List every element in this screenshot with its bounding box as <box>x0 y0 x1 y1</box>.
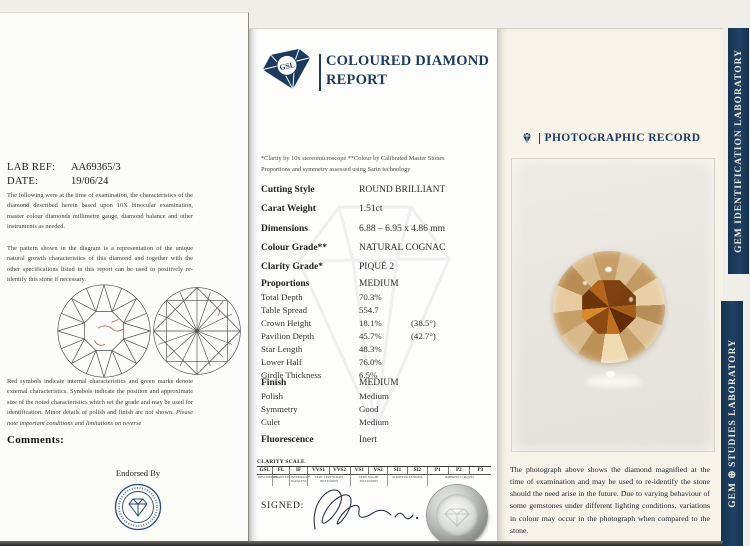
clarity-desc-cell: SLIGHT INCLUSIONS <box>388 475 428 486</box>
spine-word-gem: GEM <box>727 482 738 508</box>
prop-value: 76.0% <box>359 357 382 368</box>
spec-label: Carat Weight <box>261 204 316 215</box>
report-title <box>326 52 489 89</box>
spine-gem-identification <box>728 28 749 274</box>
proportions-header <box>261 279 491 289</box>
clarity-grade-cell: P1 <box>428 467 449 474</box>
hologram-diamond-emblem <box>427 485 487 545</box>
clarity-grade-cell: IF <box>290 467 309 474</box>
conditions-note: Please note important conditions and limitations on reverse <box>7 409 193 427</box>
panel-photographic <box>497 28 723 541</box>
prop-extra: (38.5°) <box>411 318 436 329</box>
spec-row-dimensions <box>261 224 491 236</box>
clarity-grade-cell: SI1 <box>388 467 408 474</box>
spec-value: PIQUÉ 2 <box>359 262 395 273</box>
spec-row-cutting-style <box>261 185 491 197</box>
prop-value: 70.3% <box>359 292 382 302</box>
finish-row-value: Medium <box>359 391 389 401</box>
spec-row-colour-grade <box>261 243 491 255</box>
endorsement-seal-icon <box>113 482 163 532</box>
clarity-desc-cell: INTERNALLY FLAWLESS <box>290 475 309 486</box>
clarity-grade-cell: VVS2 <box>330 467 351 474</box>
hologram-seal-icon <box>427 485 487 545</box>
spine-word-studies: STUDIES LABORATORY <box>727 339 738 468</box>
finish-row-value: Medium <box>359 417 389 428</box>
sparkle-highlight <box>629 297 633 302</box>
clarity-desc-cell: DESCRIPTION <box>257 475 273 486</box>
clarity-grade-cell: GSL <box>257 467 273 474</box>
clarity-grade-cell: P3 <box>477 467 484 473</box>
spec-value: ROUND BRILLIANT <box>359 185 446 195</box>
photographic-record-title: PHOTOGRAPHIC RECORD <box>544 132 701 144</box>
spine-top-text: GEM IDENTIFICATION LABORATORY <box>733 49 744 253</box>
footnote-clarity-colour: *Clarity by 10x stereomicroscope **Colour by Calibrated Master Stones <box>261 155 445 162</box>
clarity-desc-cell: VERY VERY SLIGHT INCLUSIONS <box>308 475 350 486</box>
prop-label: Total Depth <box>261 292 303 302</box>
prop-value: 18.1% <box>359 318 382 329</box>
spec-label: Colour Grade** <box>261 242 328 253</box>
clarity-scale-title: CLARITY SCALE <box>257 459 305 465</box>
symbols-text: Red symbols indicate internal characteristics and green marks denote external characteristics. Symbols indicate the position and approximate size of the noted characteristics which set the grade and may be used for identification. Minor details of polish and finish are not shown. <box>7 378 193 417</box>
finish-row-symmetry <box>261 403 491 416</box>
proportions-label: Proportions <box>261 279 310 289</box>
date-label: DATE: <box>7 176 39 188</box>
comments-label: Comments: <box>7 434 65 446</box>
prop-label: Lower Half <box>261 357 302 368</box>
pavilion-view-diagram <box>150 284 244 378</box>
photograph-caption: The photograph above shows the diamond magnified at the time of examination and may be used to re-identify the stone should the need arise in the future. Due to varying behaviour of some gemstones under different lighting conditions, variations in colour may occur in the photograph when compared to the stone. <box>510 465 710 535</box>
symbols-paragraph <box>7 377 193 429</box>
report-title-line1: COLOURED DIAMOND <box>326 53 490 69</box>
crown-view-diagram <box>54 281 154 381</box>
spec-table <box>261 185 491 281</box>
finish-row-culet <box>261 416 491 429</box>
report-title-line2: REPORT <box>326 71 388 88</box>
prop-label: Pavilion Depth <box>261 331 315 342</box>
prop-value: 45.7% <box>359 331 382 342</box>
spec-label: Clarity Grade* <box>261 262 324 273</box>
proportions-table <box>261 279 491 382</box>
lab-ref-label: LAB REF: <box>7 162 56 173</box>
fluorescence-value: Inert <box>359 435 377 445</box>
panel-identification <box>0 12 249 541</box>
finish-label: Finish <box>261 378 287 388</box>
prop-value: 6.5% <box>359 370 378 381</box>
endorsed-by-label: Endorsed By <box>115 468 161 478</box>
clarity-desc-cell: IMPERFECT (PIQUÉ) <box>444 475 474 480</box>
clarity-grade-cell: VS1 <box>351 467 370 474</box>
spec-value: 1.51ct <box>359 204 383 215</box>
inclusion-marks-red <box>94 319 123 345</box>
spec-row-carat-weight <box>261 204 491 216</box>
prop-label: Table Spread <box>261 305 308 316</box>
finish-row-label: Symmetry <box>261 404 298 415</box>
proportions-grade: MEDIUM <box>359 279 399 289</box>
diamond-table-facet <box>582 280 636 334</box>
header-separator <box>539 133 540 144</box>
spec-label: Dimensions <box>261 223 308 234</box>
clarity-desc-cell: VERY SLIGHT INCLUSIONS <box>351 475 388 486</box>
globe-icon: ⊕ <box>726 470 738 479</box>
panel-report <box>249 28 497 541</box>
lab-reference-block <box>7 161 121 189</box>
prop-label: Girdle Thickness <box>261 370 322 381</box>
grading-footnotes <box>261 153 445 175</box>
prop-label: Star Length <box>261 344 303 355</box>
pattern-paragraph: The pattern shown in the diagram is a representation of the unique natural growth characteristics of this diamond and together with the other specifications listed in this report can be used to positively re-identify this stone if necessary. <box>7 245 193 284</box>
finish-row-value: Good <box>359 404 379 415</box>
diamond-photograph <box>512 159 714 451</box>
sparkle-highlight <box>605 267 612 272</box>
stone-reflection-spot <box>606 371 615 377</box>
spec-value: 6.88 – 6.95 x 4.86 mm <box>359 223 446 234</box>
cognac-diamond-image <box>553 251 665 363</box>
clarity-grade-cell: FL <box>273 467 289 474</box>
signed-label: SIGNED: <box>261 501 305 511</box>
lab-ref-value: AA69365/3 <box>71 162 121 173</box>
diamond-icon <box>520 132 534 144</box>
finish-row-polish <box>261 390 491 403</box>
date-value: 19/06/24 <box>71 176 109 188</box>
fluorescence-label: Fluorescence <box>261 435 314 445</box>
clarity-grade-cell: VVS1 <box>308 467 329 474</box>
document-bottom-edge <box>0 541 723 546</box>
gsl-logo-text: GSL <box>278 60 296 73</box>
plot-diagrams <box>2 281 248 381</box>
stone-reflection <box>586 375 642 388</box>
photographic-record-header <box>497 132 723 144</box>
clarity-desc-cell: FLAWLESS <box>273 475 289 486</box>
prop-value: 48.3% <box>359 344 382 355</box>
prop-row-pavilion-depth <box>261 330 491 343</box>
prop-row-crown-height <box>261 317 491 330</box>
prop-row-lower-half <box>261 356 491 369</box>
sparkle-highlight <box>583 281 587 285</box>
inclusion-marks-red <box>217 308 220 316</box>
grader-signature <box>305 477 425 539</box>
finish-grade: MEDIUM <box>359 378 399 388</box>
clarity-grade-cell: VS2 <box>369 467 388 474</box>
gsl-logo-icon <box>258 45 316 95</box>
spec-label: Cutting Style <box>261 185 315 195</box>
prop-row-total-depth <box>261 291 491 304</box>
spine-bottom-text <box>727 339 738 508</box>
clarity-grade-cell: SI2 <box>408 467 428 474</box>
examination-paragraph: The following were at the time of examination, the characteristics of the diamond described herein based upon 10X binocular examination, master colour diamonds millimetre gauge, diamond balance and other instruments as needed. <box>7 192 193 231</box>
prop-extra: (42.7°) <box>411 331 436 342</box>
finish-row-label: Polish <box>261 391 284 401</box>
spec-row-clarity-grade <box>261 262 491 274</box>
title-separator <box>319 54 321 91</box>
finish-table <box>261 378 491 429</box>
clarity-grade-cell: P2 <box>449 467 470 474</box>
prop-label: Crown Height <box>261 318 312 329</box>
prop-row-star-length <box>261 343 491 356</box>
prop-value: 554.7 <box>359 305 379 316</box>
prop-row-table-spread <box>261 304 491 317</box>
spec-value: NATURAL COGNAC <box>359 242 446 253</box>
finish-header <box>261 378 491 388</box>
footnote-sarin: Proportions and symmetry assessed using Sarin technology <box>261 166 411 174</box>
spine-gem-studies <box>721 301 743 546</box>
finish-row-label: Culet <box>261 417 281 428</box>
fluorescence-row <box>261 435 491 447</box>
